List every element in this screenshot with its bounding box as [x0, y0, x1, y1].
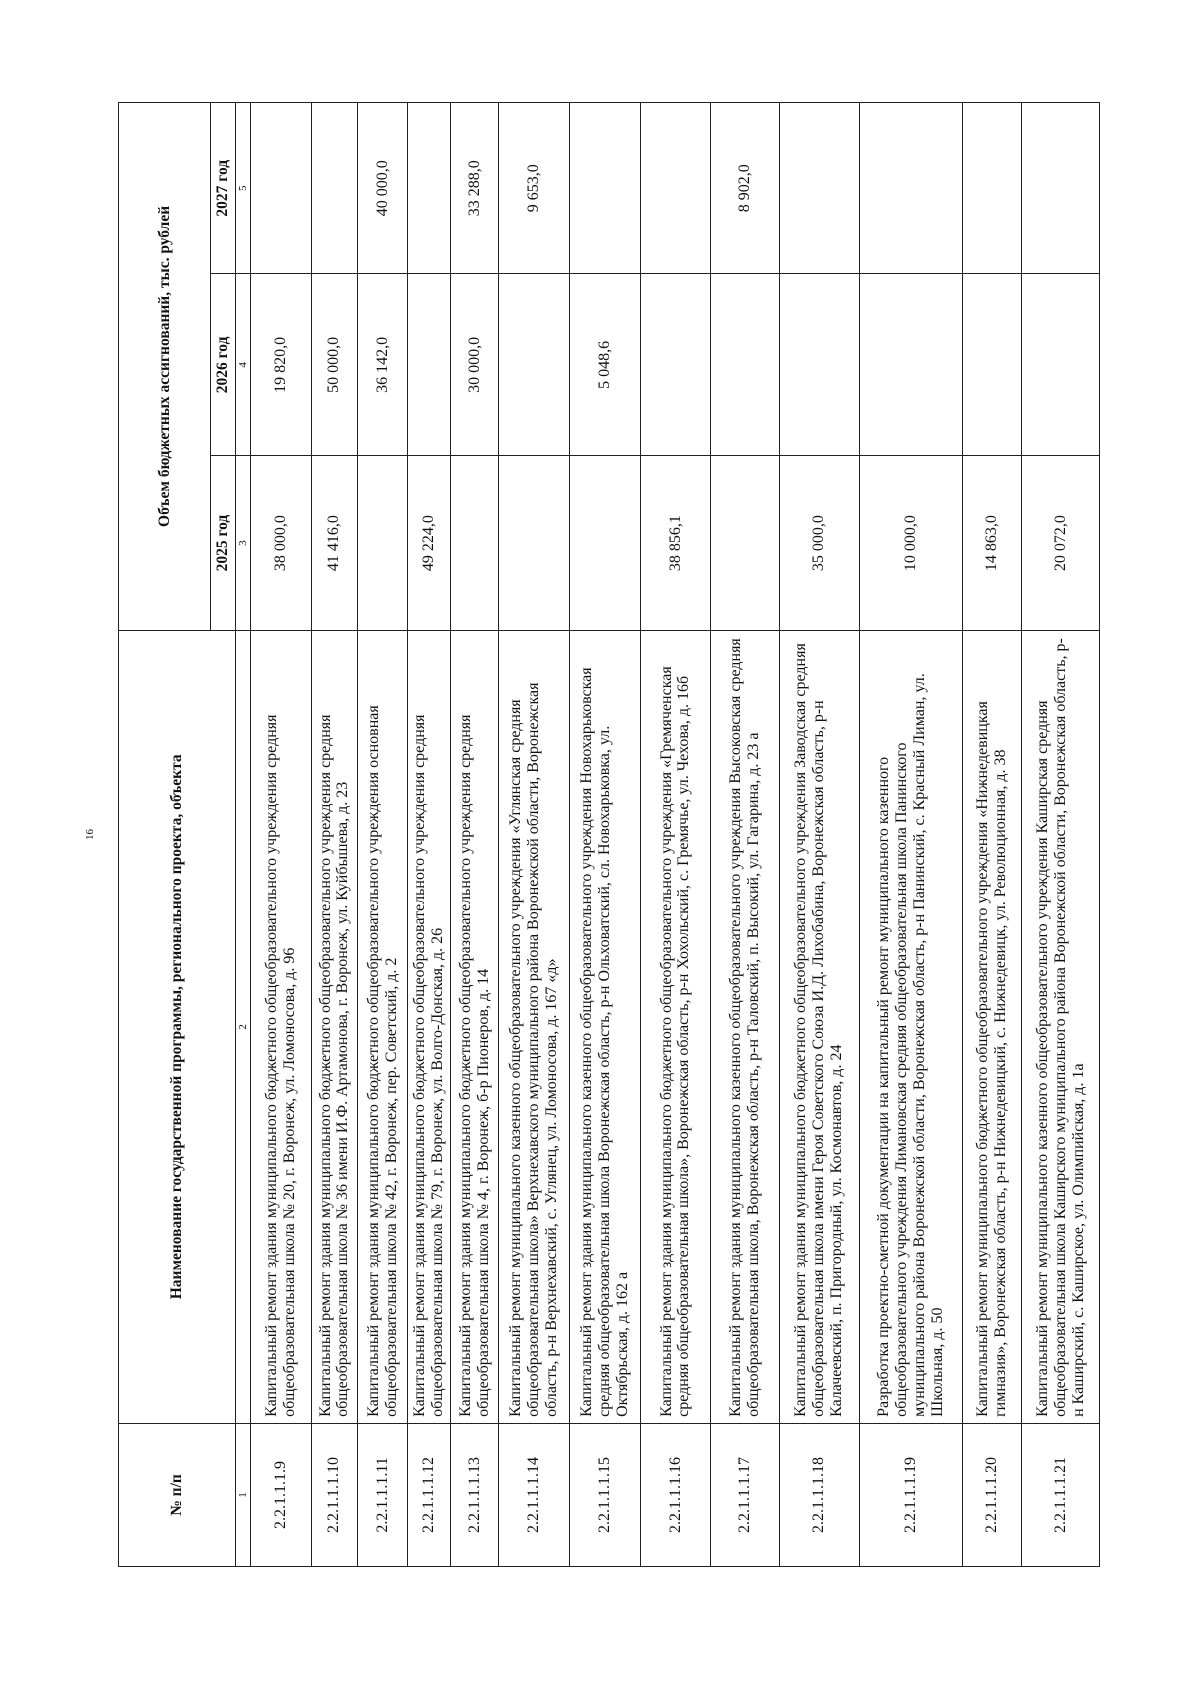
table-row: [641, 103, 710, 1567]
col-index-4: 4: [236, 274, 251, 456]
row-2026: [1022, 274, 1100, 456]
table-row: [779, 103, 859, 1567]
row-name: Капитальный ремонт муниципального казенного общеобразовательного учреждения «Углянская средняя общеобразовательная школа» Верхнехавского муниципального района Воронежской области, Воронежская область, р-н Верхнехавский, с. Углянец, ул. Ломоносова, д. 167 «д»: [498, 630, 569, 1423]
page-number: 16: [84, 829, 96, 840]
row-2025: 10 000,0: [859, 456, 963, 630]
header-2027: 2027 год: [211, 103, 236, 274]
row-2025: 38 000,0: [251, 456, 312, 630]
row-2027: 40 000,0: [358, 103, 408, 274]
row-name: Капитальный ремонт здания муниципального бюджетного общеобразовательного учреждения средняя общеобразовательная школа № 4, г. Воронеж, б-р Пионеров, д. 14: [451, 630, 498, 1423]
row-number: 2.2.1.1.1.11: [358, 1423, 408, 1566]
row-number: 2.2.1.1.1.15: [569, 1423, 640, 1566]
row-number: 2.2.1.1.1.16: [641, 1423, 710, 1566]
row-2025: [358, 456, 408, 630]
row-2027: [859, 103, 963, 274]
row-name: Разработка проектно-сметной документации на капитальный ремонт муниципального казенного общеобразовательного учреждения Лимановская средняя общеобразовательная школа Панинского муниципального района Воронежской области, Воронежская область, р-н Панинский, с. Красный Лиман, ул. Школьная, д. 50: [859, 630, 963, 1423]
col-index-3: 3: [236, 456, 251, 630]
row-2025: 41 416,0: [311, 456, 357, 630]
row-2026: [710, 274, 779, 456]
row-2027: [408, 103, 451, 274]
row-2026: 50 000,0: [311, 274, 357, 456]
table-row: [311, 103, 357, 1567]
row-number: 2.2.1.1.1.10: [311, 1423, 357, 1566]
row-2026: 19 820,0: [251, 274, 312, 456]
row-2027: [311, 103, 357, 274]
row-number: 2.2.1.1.1.17: [710, 1423, 779, 1566]
row-name: Капитальный ремонт здания муниципального бюджетного общеобразовательного учреждения основная общеобразовательная школа № 42, г. Воронеж, пер. Советский, д. 2: [358, 630, 408, 1423]
row-2027: 9 653,0: [498, 103, 569, 274]
row-number: 2.2.1.1.1.9: [251, 1423, 312, 1566]
row-number: 2.2.1.1.1.19: [859, 1423, 963, 1566]
row-2025: 38 856,1: [641, 456, 710, 630]
row-2027: [569, 103, 640, 274]
table-row: [408, 103, 451, 1567]
table-row: [569, 103, 640, 1567]
row-2026: [859, 274, 963, 456]
header-num: № п/п: [119, 1423, 236, 1566]
row-2026: [498, 274, 569, 456]
row-2025: 20 072,0: [1022, 456, 1100, 630]
col-index-1: 1: [236, 1423, 251, 1566]
row-name: Капитальный ремонт муниципального бюджетного общеобразовательного учреждения «Нижнедевицкая гимназия», Воронежская область, р-н Нижнедевицкий, с. Нижнедевицк, ул. Революционная, д. 38: [963, 630, 1022, 1423]
row-2027: [1022, 103, 1100, 274]
row-2026: [641, 274, 710, 456]
row-number: 2.2.1.1.1.21: [1022, 1423, 1100, 1566]
row-name: Капитальный ремонт здания муниципального бюджетного общеобразовательного учреждения средняя общеобразовательная школа № 20, г. Воронеж, ул. Ломоносова, д. 96: [251, 630, 312, 1423]
table-row: [251, 103, 312, 1567]
row-2026: [963, 274, 1022, 456]
header-budget-group: Объем бюджетных ассигнований, тыс. рублей: [119, 103, 211, 631]
row-name: Капитальный ремонт муниципального казенного общеобразовательного учреждения Каширская средняя общеобразовательная школа Каширского муниципального района Воронежской области, Воронежская область, р-н Каширский, с. Каширское, ул. Олимпийская, д. 1а: [1022, 630, 1100, 1423]
row-2026: [408, 274, 451, 456]
row-2026: 30 000,0: [451, 274, 498, 456]
row-2027: [641, 103, 710, 274]
table-row: [358, 103, 408, 1567]
header-2025: 2025 год: [211, 456, 236, 630]
row-number: 2.2.1.1.1.14: [498, 1423, 569, 1566]
row-2027: [779, 103, 859, 274]
row-name: Капитальный ремонт здания муниципального бюджетного общеобразовательного учреждения Заводская средняя общеобразовательная школа имени Героя Советского Союза И.Д. Лихобабина, Воронежская область, р-н Калачеевский, п. Пригородный, ул. Космонавтов, д. 24: [779, 630, 859, 1423]
row-name: Капитальный ремонт здания муниципального казенного общеобразовательного учреждения Высоковская средняя общеобразовательная школа, Воронежская область, р-н Таловский, п. Высокий, ул. Гагарина, д. 23 а: [710, 630, 779, 1423]
row-name: Капитальный ремонт здания муниципального бюджетного общеобразовательного учреждения средняя общеобразовательная школа № 36 имени И.Ф. Артамонова, г. Воронеж, ул. Куйбышева, д. 23: [311, 630, 357, 1423]
row-number: 2.2.1.1.1.12: [408, 1423, 451, 1566]
row-number: 2.2.1.1.1.13: [451, 1423, 498, 1566]
table-row: [451, 103, 498, 1567]
row-2025: [710, 456, 779, 630]
row-name: Капитальный ремонт здания муниципального бюджетного общеобразовательного учреждения «Гремяченская средняя общеобразовательная школа», Воронежская область, р-н Хохольский, с. Гремячье, ул. Чехова, д. 16б: [641, 630, 710, 1423]
row-2026: [779, 274, 859, 456]
table-row: [963, 103, 1022, 1567]
row-2026: 5 048,6: [569, 274, 640, 456]
row-number: 2.2.1.1.1.18: [779, 1423, 859, 1566]
row-2027: 33 288,0: [451, 103, 498, 274]
header-2026: 2026 год: [211, 274, 236, 456]
rotated-page: [118, 102, 1100, 1567]
table-row: [1022, 103, 1100, 1567]
header-name: Наименование государственной программы, регионального проекта, объекта: [119, 630, 236, 1423]
row-2027: [251, 103, 312, 274]
row-2025: [498, 456, 569, 630]
table-row: [859, 103, 963, 1567]
budget-table: [118, 102, 1100, 1567]
row-2025: 49 224,0: [408, 456, 451, 630]
row-name: Капитальный ремонт здания муниципального казенного общеобразовательного учреждения Новохарьковская средняя общеобразовательная школа Воронежская область, р-н Ольховатский, сл. Новохарьковка, ул. Октябрьская, д. 162 а: [569, 630, 640, 1423]
row-2025: 35 000,0: [779, 456, 859, 630]
row-2025: [451, 456, 498, 630]
table-row: [498, 103, 569, 1567]
table-row: [710, 103, 779, 1567]
row-2027: 8 902,0: [710, 103, 779, 274]
col-index-5: 5: [236, 103, 251, 274]
col-index-2: 2: [236, 630, 251, 1423]
row-2025: [569, 456, 640, 630]
row-2026: 36 142,0: [358, 274, 408, 456]
row-2027: [963, 103, 1022, 274]
row-2025: 14 863,0: [963, 456, 1022, 630]
row-name: Капитальный ремонт здания муниципального бюджетного общеобразовательного учреждения средняя общеобразовательная школа № 79, г. Воронеж, ул. Волго-Донская, д. 26: [408, 630, 451, 1423]
row-number: 2.2.1.1.1.20: [963, 1423, 1022, 1566]
